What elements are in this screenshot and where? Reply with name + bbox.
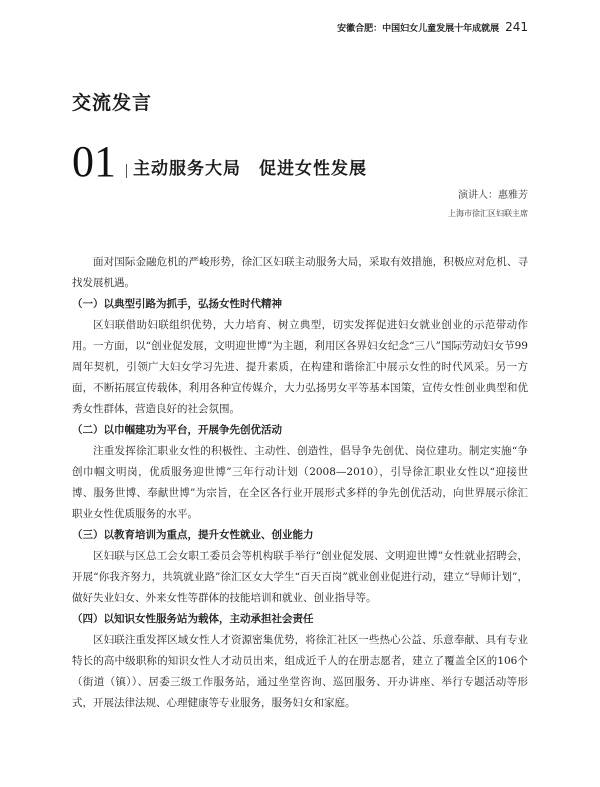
journal-title: 安徽合肥：中国妇女儿童发展十年成就展: [337, 24, 500, 34]
author: 演讲人：惠雅芳: [458, 190, 528, 201]
article-header: [72, 137, 367, 186]
article-number: 01: [72, 137, 116, 186]
section-paragraph-4: 区妇联注重发挥区域女性人才资源密集优势，将徐汇社区一些热心公益、乐意奉献、具有专业特长的高中级职称的知识女性人才动员出来，组成近千人的在册志愿者，建立了覆盖全区的106个（街道（镇））、居委三级工作服务站，通过坐堂咨询、巡回服务、开办讲座、举行专题活动等形式，开展法律法规、心理健康等专业服务，服务妇女和家庭。: [72, 634, 528, 709]
section-heading-2: （二）以巾帼建功为平台，开展争先创优活动: [72, 424, 282, 436]
affiliation: 上海市徐汇区妇联主席: [448, 209, 528, 218]
section-paragraph-2: 注重发挥徐汇职业女性的积极性、主动性、创造性，倡导争先创优、岗位建功。制定实施“争创巾帼文明岗，优质服务迎世博”三年行动计划（2008—2010），引导徐汇职业女性以“迎接世博、服务世博、奉献世博”为宗旨，在全区各行业开展形式多样的争先创优活动，向世界展示徐汇职业女性优质服务的水平。: [72, 445, 528, 520]
section-heading-3: （三）以教育培训为重点，提升女性就业、创业能力: [72, 529, 314, 541]
section-heading-4: （四）以知识女性服务站为载体，主动承担社会责任: [72, 613, 314, 625]
section-heading-1: （一）以典型引路为抓手，弘扬女性时代精神: [72, 298, 282, 310]
article-title: 主动服务大局 促进女性发展: [133, 159, 367, 179]
section-paragraph-1: 区妇联借助妇联组织优势，大力培育、树立典型，切实发挥促进妇女就业创业的示范带动作用。一方面，以“创业促发展，文明迎世博”为主题，利用区各界妇女纪念“三八”国际劳动妇女节99周年契机，引领广大妇女学习先进、提升素质，在构建和谐徐汇中展示女性的时代风采。另一方面，不断拓展宣传载体，利用各种宣传媒介，大力弘扬男女平等基本国策，宣传女性创业典型和优秀女性群体，营造良好的社会氛围。: [72, 319, 528, 415]
article-body: [72, 252, 528, 714]
intro-paragraph: 面对国际金融危机的严峻形势，徐汇区妇联主动服务大局，采取有效措施，积极应对危机、寻找发展机遇。: [72, 256, 528, 289]
title-divider: [126, 164, 127, 178]
page-number: 241: [505, 20, 528, 34]
section-title: 交流发言: [72, 92, 153, 114]
running-head: [337, 20, 528, 34]
section-paragraph-3: 区妇联与区总工会女职工委员会等机构联手举行“创业促发展、文明迎世博”女性就业招聘会，开展“你我齐努力，共筑就业路”徐汇区女大学生“百天百岗”就业创业促进行动，建立“导师计划”，做好失业妇女、外来女性等群体的技能培训和就业、创业指导等。: [72, 550, 528, 604]
